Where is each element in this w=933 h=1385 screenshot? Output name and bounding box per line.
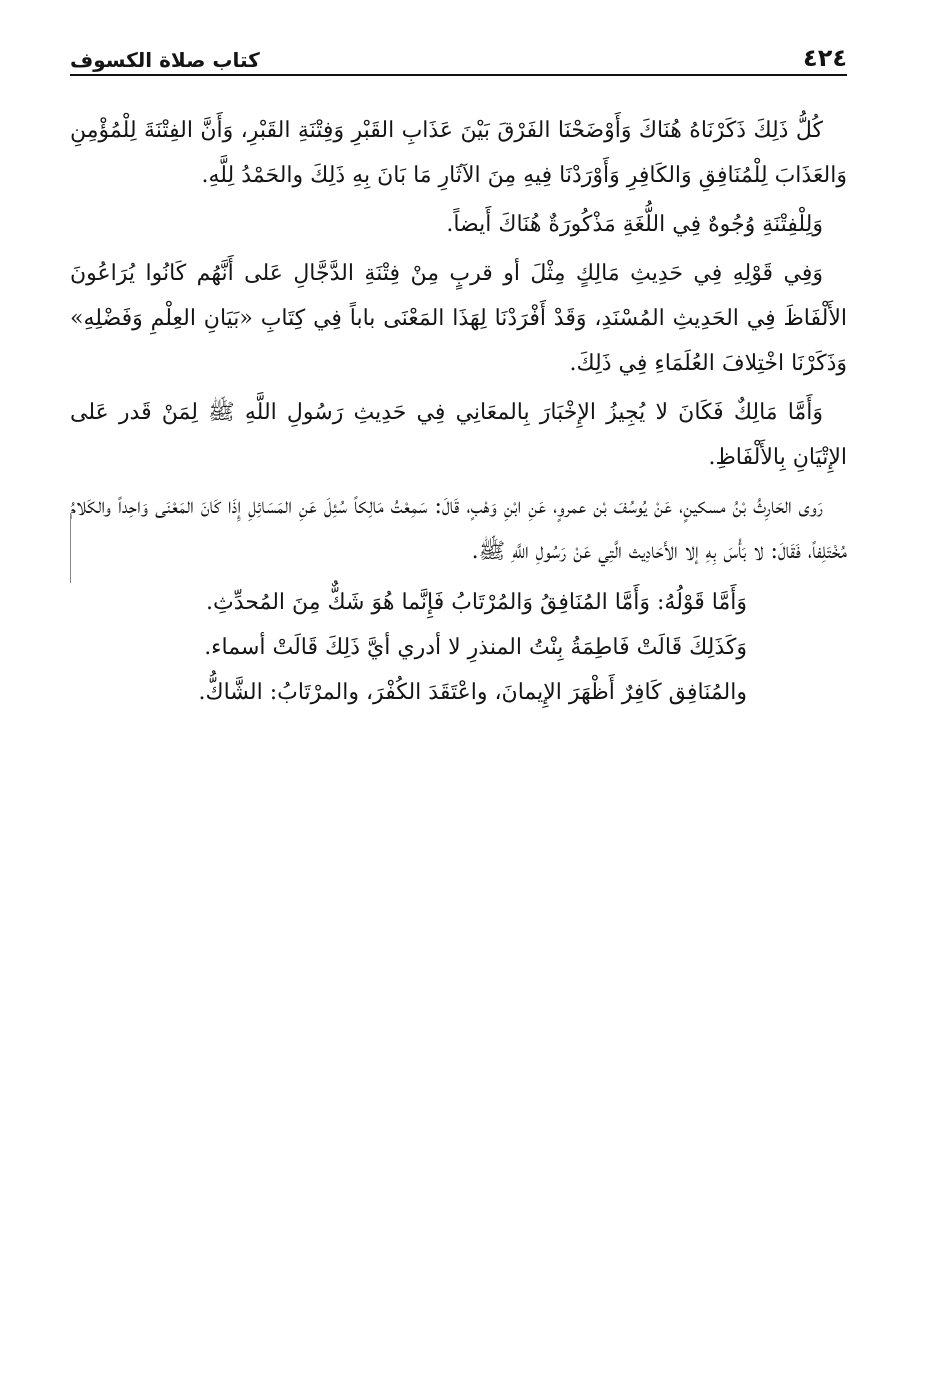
page-number: ٤٢٤: [803, 44, 847, 72]
book-title: كتاب صلاة الكسوف: [70, 48, 260, 72]
indented-line: والمُنَافِق كَافِرٌ أَظْهَرَ الإِيمانَ، واعْتَقَدَ الكُفْرَ، والمرْتَابُ: الشَّاكُّ.: [198, 680, 747, 705]
indented-line: وَكَذَلِكَ قَالَتْ فَاطِمَةُ بِنْتُ المنذرِ لا أدري أيَّ ذَلِكَ قَالَتْ أسماء.: [204, 635, 747, 660]
indented-line: وَأَمَّا قَوْلُهُ: وَأَمَّا المُنَافِقُ وَالمُرْتَابُ فَإِنَّما هُوَ شَكٌّ مِنَ المُحدِّثِ.: [206, 590, 747, 615]
running-header: [70, 38, 847, 72]
margin-mark: [70, 513, 71, 583]
paragraph: كُلُّ ذَلِكَ ذَكَرْنَاهُ هُنَاكَ وَأَوْضَحْنَا الفَرْقَ بَيْنَ عَذَابِ القَبْرِ وَفِتْنَةِ القَبْرِ، وَأَنَّ الفِتْنَةَ لِلْمُؤْمِنِ وَالعَذَابَ لِلْمُنَافِقِ وَالكَافِرِ وَأَوْرَدْنَا فِيهِ مِنَ الآثَارِ مَا بَانَ بِهِ ذَلِكَ والحَمْدُ لِلَّهِ.: [70, 118, 847, 188]
header-rule: [70, 74, 847, 76]
body-text: [70, 108, 847, 715]
paragraph: وَفِي قَوْلِهِ فِي حَدِيثِ مَالِكٍ مِثْلَ أو قربٍ مِنْ فِتْنَةِ الدَّجَّالِ عَلى أَنَّهُم كَانُوا يُرَاعُونَ الأَلْفَاظَ فِي الحَدِيثِ المُسْنَدِ، وَقَدْ أَفْرَدْنَا لِهَذَا المَعْنَى باباً فِي كِتَابِ «بَيَانِ العِلْمِ وَفَضْلِهِ» وَذَكَرْنَا اخْتِلافَ العُلَمَاءِ فِي ذَلِكَ.: [70, 261, 847, 376]
paragraph: وَلِلْفِتْنَةِ وُجُوهٌ فِي اللُّغَةِ مَذْكُورَةٌ هُنَاكَ أَيضاً.: [446, 212, 823, 237]
paragraph: رَوى الحَارِثُ بْنُ مسكينٍ، عَنْ يُوسُفَ بْن عمروٍ، عَنِ ابْنِ وَهْبٍ، قَالَ: سَمِعْتُ مَالِكاً سُئِلَ عَنِ المَسَائِلِ إِذَا كَانَ المَعْنَى وَاحِداً والكَلامُ مُخْتَلِفاً، فَقَالَ: لا بَأْسَ بِهِ إلا الأَحَادِيث الَّتِي عَنْ رَسُولِ اللَّهِ ﷺ.: [70, 494, 847, 564]
paragraph: وَأَمَّا مَالِكٌ فَكَانَ لا يُجِيزُ الإِخْبَارَ بِالمعَانِي فِي حَدِيثِ رَسُولِ اللَّهِ ﷺ لِمَنْ قَدر عَلى الإِتْيَانِ بِالأَلْفَاظِ.: [70, 400, 847, 470]
